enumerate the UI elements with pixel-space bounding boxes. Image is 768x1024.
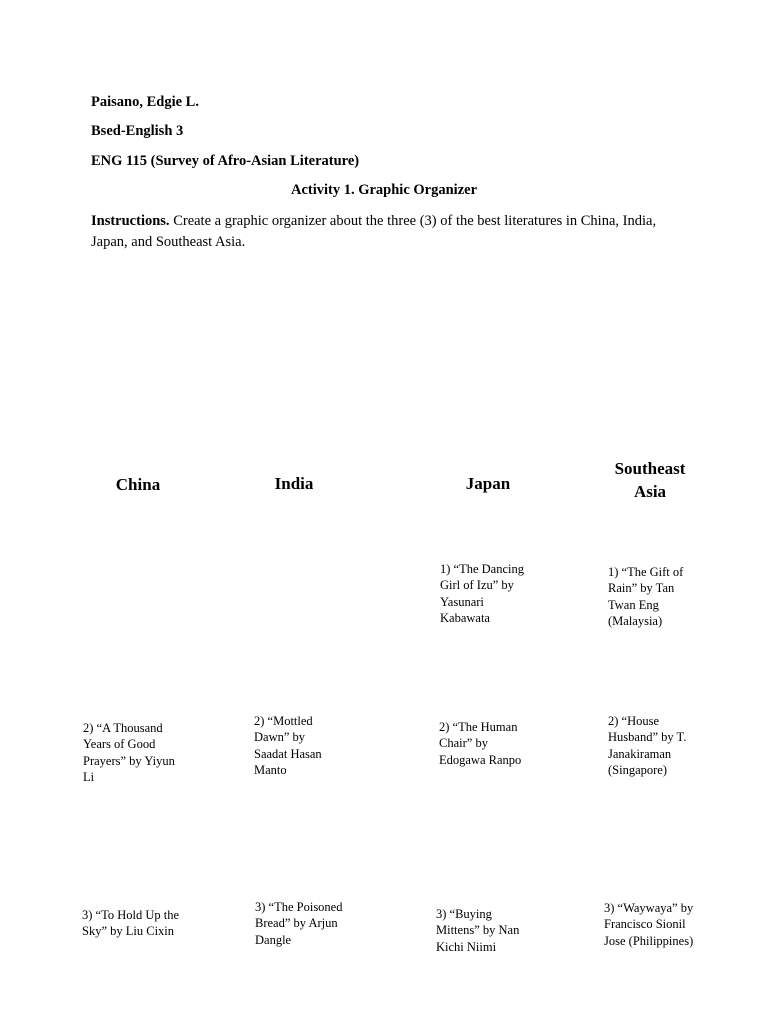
heading-southeast-asia: Southeast Asia — [614, 459, 686, 501]
india-item-3: 3) “The Poisoned Bread” by Arjun Dangle — [255, 900, 343, 947]
heading-china: China — [115, 475, 161, 494]
program-label: Bsed-English 3 — [91, 123, 184, 139]
activity-title — [0, 182, 768, 199]
southeast-asia-item-3: 3) “Waywaya” by Francisco Sionil Jose (Philippines) — [604, 901, 694, 948]
japan-item-1: 1) “The Dancing Girl of Izu” by Yasunari Kabawata — [440, 562, 524, 625]
japan-item-2: 2) “The Human Chair” by Edogawa Ranpo — [439, 720, 522, 767]
japan-item-3: 3) “Buying Mittens” by Nan Kichi Niimi — [436, 907, 520, 954]
heading-japan: Japan — [465, 474, 511, 493]
india-item-2: 2) “Mottled Dawn” by Saadat Hasan Manto — [254, 714, 322, 777]
southeast-asia-item-2: 2) “House Husband” by T. Janakiraman (Singapore) — [608, 714, 687, 777]
activity-title-text: Activity 1. Graphic Organizer — [290, 182, 478, 198]
southeast-asia-item-1: 1) “The Gift of Rain” by Tan Twan Eng (Malaysia) — [608, 565, 684, 628]
heading-india: India — [274, 474, 314, 493]
instructions — [91, 211, 691, 253]
instructions-text: Create a graphic organizer about the three (3) of the best literatures in China, India, Japan, and Southeast Asia. — [91, 213, 657, 250]
student-name: Paisano, Edgie L. — [91, 94, 199, 110]
course-label: ENG 115 (Survey of Afro-Asian Literature) — [91, 153, 360, 169]
china-item-3: 3) “To Hold Up the Sky” by Liu Cixin — [82, 908, 180, 939]
instructions-label: Instructions. — [91, 213, 170, 229]
china-item-2: 2) “A Thousand Years of Good Prayers” by Yiyun Li — [83, 721, 175, 784]
